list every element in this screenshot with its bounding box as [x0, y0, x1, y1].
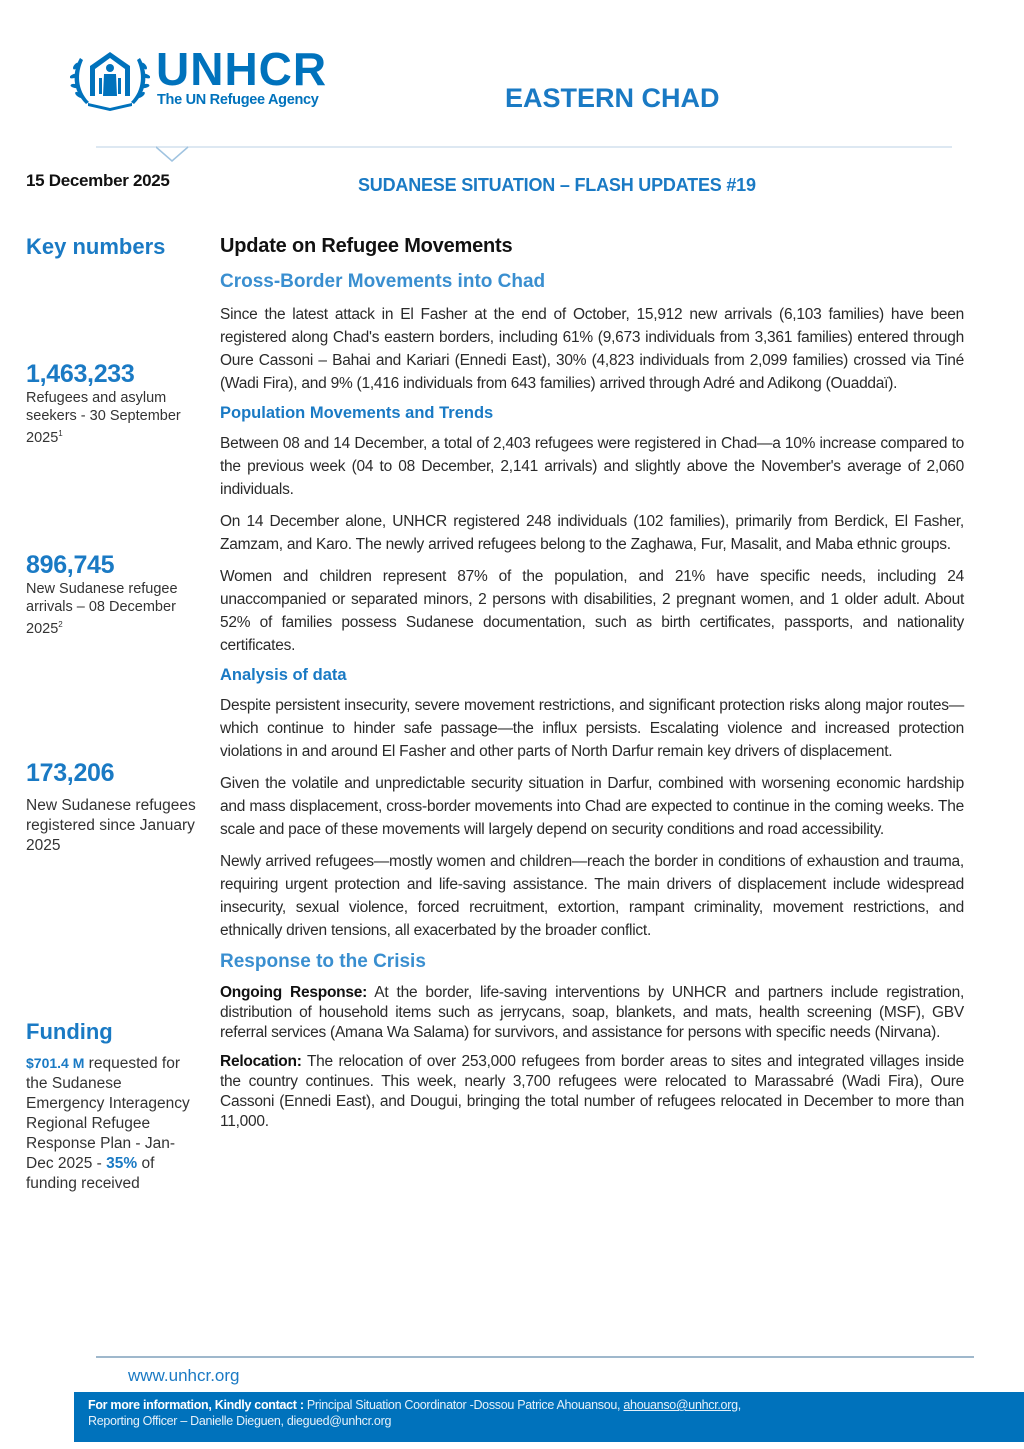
website-link[interactable]: www.unhcr.org: [128, 1366, 240, 1385]
region-title: EASTERN CHAD: [505, 83, 720, 113]
funding-percent: 35%: [106, 1155, 138, 1172]
footnote-ref: 1: [58, 429, 63, 438]
contact-label: For more information, Kindly contact :: [88, 1398, 304, 1412]
unhcr-emblem-icon: [70, 48, 150, 112]
unhcr-logo: [70, 43, 350, 114]
header-divider: [96, 146, 952, 148]
key-number-value: 1,463,233: [26, 360, 135, 388]
key-number-value: 173,206: [26, 759, 115, 787]
report-date: 15 December 2025: [26, 171, 170, 190]
funding-amount: $701.4 M: [26, 1055, 85, 1071]
email-link[interactable]: ahouanso@unhcr.org: [623, 1398, 738, 1412]
analysis-heading: Analysis of data: [220, 666, 347, 684]
population-paragraph: Women and children represent 87% of the population, and 21% have specific needs, including 24 unaccompanied or separated minors, 2 persons with disabilities, 2 pregnant women, and 1 older adult. About 52% of families possess Sudanese documentation, such as birth certificates, passports, and nationality certificates.: [220, 568, 964, 654]
cross-border-heading: Cross-Border Movements into Chad: [220, 271, 546, 292]
analysis-paragraph: Newly arrived refugees—mostly women and children—reach the border in conditions of exhaustion and trauma, requiring urgent protection and life-saving assistance. The main drivers of displacement include widespread insecurity, sexual violence, forced recruitment, extortion, rampant criminality, movement restrictions, and ethnically driven tensions, all exacerbated by the broader conflict.: [220, 853, 964, 939]
key-number-registered-2025: [26, 759, 201, 856]
cross-border-paragraph: Since the latest attack in El Fasher at the end of October, 15,912 new arrivals (6,103 families) have been registered along Chad's eastern borders, including 61% (9,673 individuals from 3,361 families) entered through Oure Cassoni – Bahai and Kariari (Ennedi East), 30% (4,823 individuals from 2,099 families) crossed via Tiné (Wadi Fira), and 9% (1,416 individuals from 643 families) arrived through Adré and Adikong (Ouaddaï).: [220, 306, 964, 392]
key-numbers-heading: Key numbers: [26, 234, 166, 259]
ongoing-response-paragraph: Ongoing Response: At the border, life-saving interventions by UNHCR and partners include registration, distribution of household items such as jerrycans, soap, blankets, and mats, health screening (MSF), GBV referral services (Amana Wa Salama) for survivors, and assistance for persons with specific needs (Nirvana).: [220, 984, 964, 1041]
section-title: Update on Refugee Movements: [220, 235, 513, 257]
population-heading: Population Movements and Trends: [220, 404, 494, 422]
funding-heading: Funding: [26, 1019, 113, 1044]
key-number-value: 896,745: [26, 551, 115, 579]
key-number-refugees-asylum: [26, 360, 201, 447]
key-number-label: New Sudanese refugee arrivals – 08 December 2025$^2$: [26, 581, 178, 637]
key-number-label: Refugees and asylum seekers - 30 September 2025$^1$: [26, 390, 181, 446]
analysis-paragraph: Despite persistent insecurity, severe movement restrictions, and significant protection risks along major routes—which continue to hinder safe passage—the influx persists. Escalating violence and increased protection violations in and around El Fasher and other parts of North Darfur remain key drivers of displacement.: [220, 697, 964, 760]
reporting-officer-contact: Reporting Officer – Danielle Dieguen, diegued@unhcr.org: [88, 1414, 392, 1428]
relocation-paragraph: Relocation: The relocation of over 253,000 refugees from border areas to sites and integrated villages inside the country continues. This week, nearly 3,700 refugees were relocated to Marassabré (Wadi Fira), Oure Cassoni (Ennedi East), and Dougui, bringing the total number of refugees relocated in December to more than 11,000.: [220, 1053, 964, 1130]
ongoing-response-label: Ongoing Response:: [220, 984, 368, 1001]
chevron-down-icon: [155, 144, 189, 164]
contact-bar: [74, 1392, 1024, 1442]
key-number-new-arrivals: [26, 551, 201, 638]
logo-wordmark: UNHCR: [156, 43, 328, 95]
analysis-paragraph: Given the volatile and unpredictable security situation in Darfur, combined with worsening economic hardship and mass displacement, cross-border movements into Chad are expected to continue in the coming weeks. The scale and pace of these movements will largely depend on security conditions and road accessibility.: [220, 775, 964, 838]
funding-summary: $701.4 M requested for the Sudanese Emergency Interagency Regional Refugee Response Plan - Jan- Dec 2025 - 35% of funding received: [26, 1055, 190, 1192]
response-heading: Response to the Crisis: [220, 951, 426, 972]
contact-info: For more information, Kindly contact : Principal Situation Coordinator -Dossou Patrice Ahouansou, ahouanso@unhcr.org, Reporting Officer – Danielle Dieguen, diegued@unhcr.org: [88, 1398, 741, 1428]
logo-tagline: The UN Refugee Agency: [157, 92, 319, 108]
flash-update-title: SUDANESE SITUATION – FLASH UPDATES #19: [358, 175, 756, 195]
key-number-label: New Sudanese refugees registered since January 2025: [26, 797, 196, 854]
relocation-label: Relocation:: [220, 1053, 302, 1070]
footer-divider: [96, 1356, 974, 1358]
footnote-ref: 2: [58, 620, 63, 629]
main-content: [220, 235, 964, 1141]
population-paragraph: On 14 December alone, UNHCR registered 248 individuals (102 families), primarily from Berdick, El Fasher, Zamzam, and Karo. The newly arrived refugees belong to the Zaghawa, Fur, Masalit, and Maba ethnic groups.: [220, 513, 964, 553]
population-paragraph: Between 08 and 14 December, a total of 2,403 refugees were registered in Chad—a 10% increase compared to the previous week (04 to 08 December, 2,141 arrivals) and slightly above the November's average of 2,060 individuals.: [220, 435, 964, 498]
